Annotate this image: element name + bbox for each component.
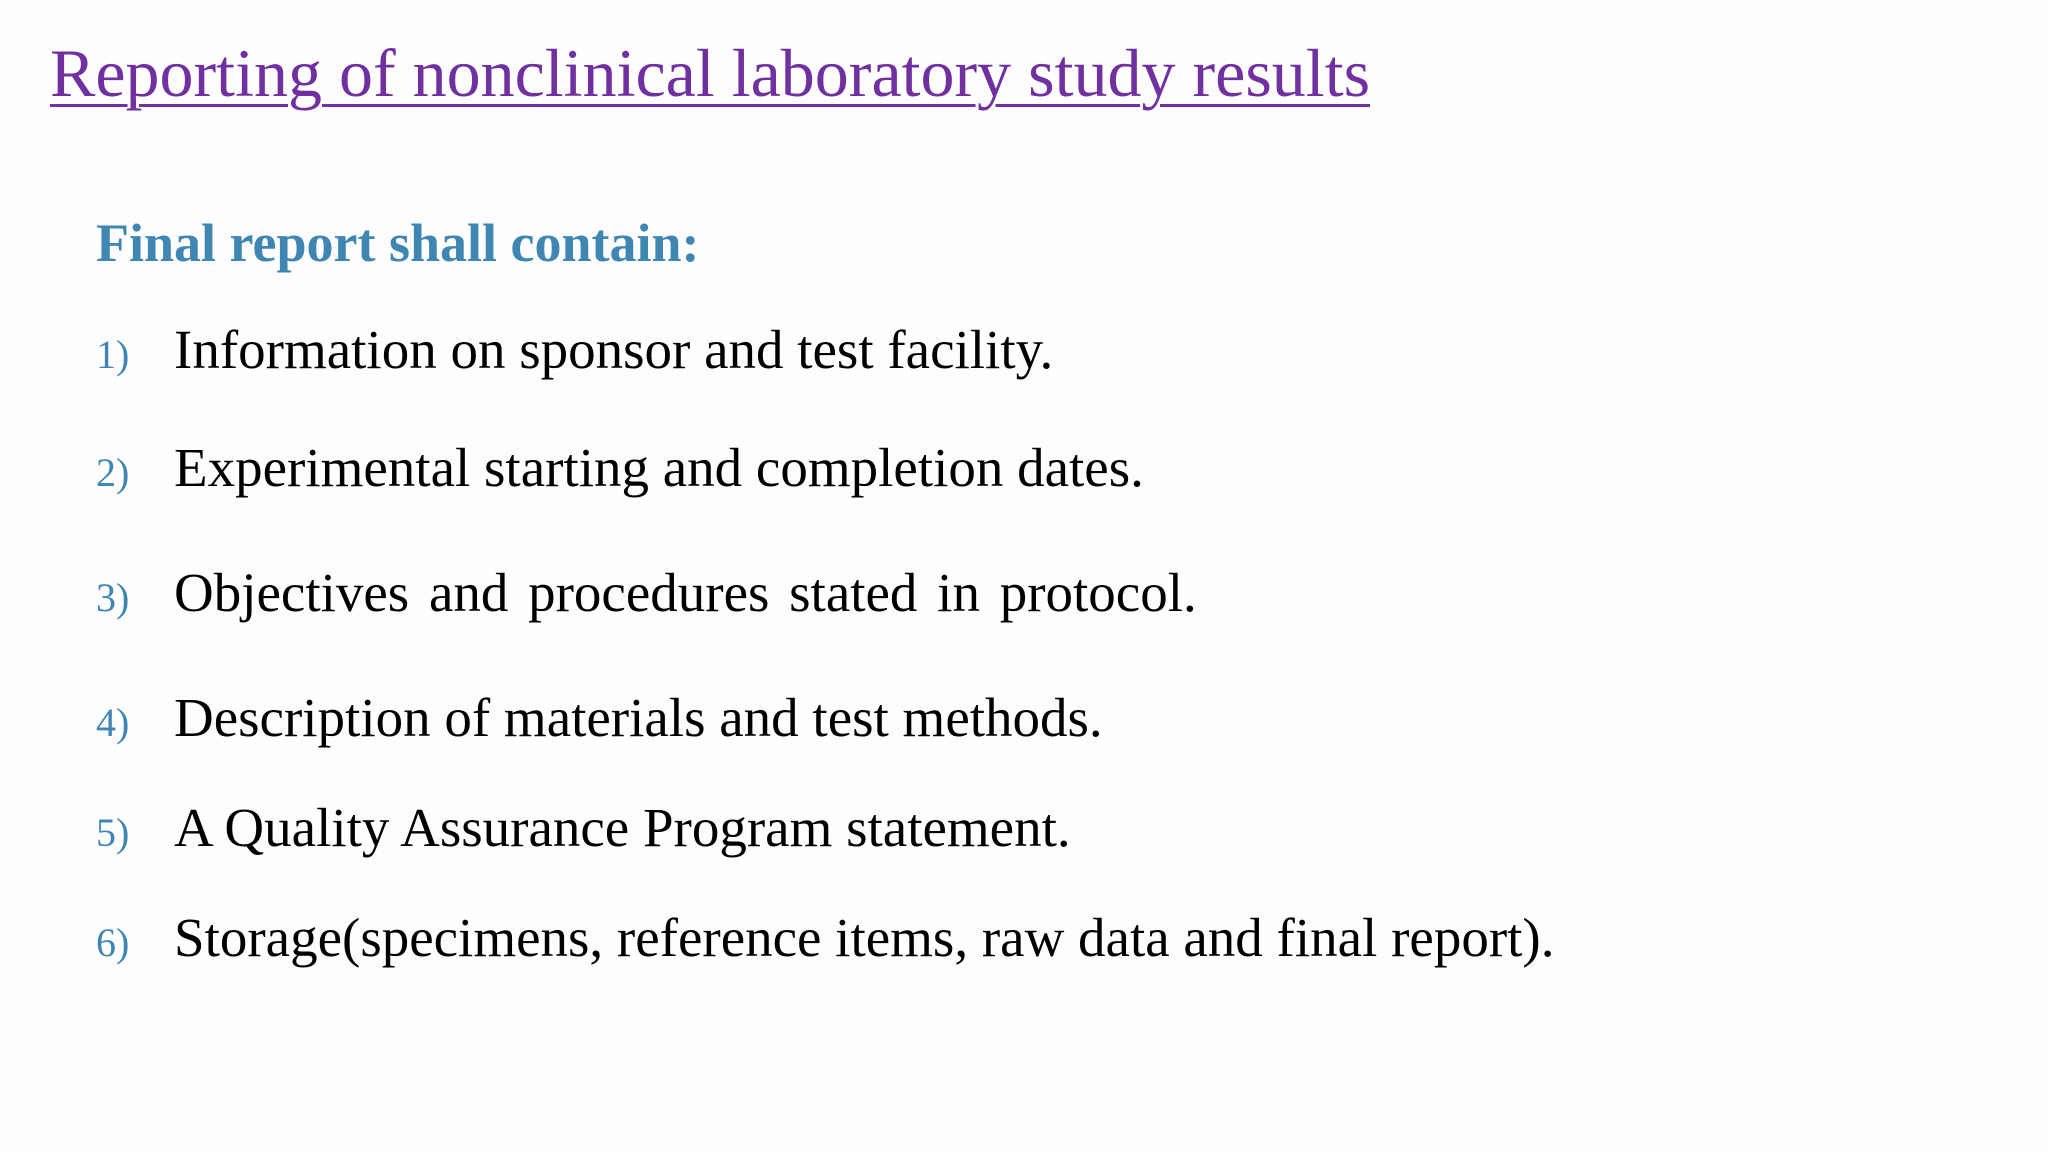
list-item-text: Experimental starting and completion dates. (174, 437, 1144, 498)
list-item (96, 906, 1554, 969)
slide-subtitle: Final report shall contain: (96, 213, 700, 273)
list-item-number: 1) (96, 332, 130, 377)
list-item (96, 686, 1103, 749)
list-item-text: Storage(specimens, reference items, raw data and final report). (174, 907, 1555, 968)
slide-title: Reporting of nonclinical laboratory study results (50, 35, 1371, 111)
list-item-text: Objectives and procedures stated in protocol. (174, 562, 1197, 623)
list-item-number: 4) (96, 700, 130, 745)
list-item-number: 6) (96, 920, 130, 965)
list-item-number: 3) (96, 575, 130, 620)
list-item (96, 436, 1144, 499)
list-item (96, 561, 1197, 624)
list-item (96, 796, 1071, 859)
list-item-text: Information on sponsor and test facility. (174, 319, 1054, 380)
list-item (96, 318, 1053, 381)
list-item-number: 5) (96, 810, 130, 855)
list-item-number: 2) (96, 450, 130, 495)
list-item-text: Description of materials and test methods. (174, 687, 1103, 748)
list-item-text: A Quality Assurance Program statement. (174, 797, 1071, 858)
